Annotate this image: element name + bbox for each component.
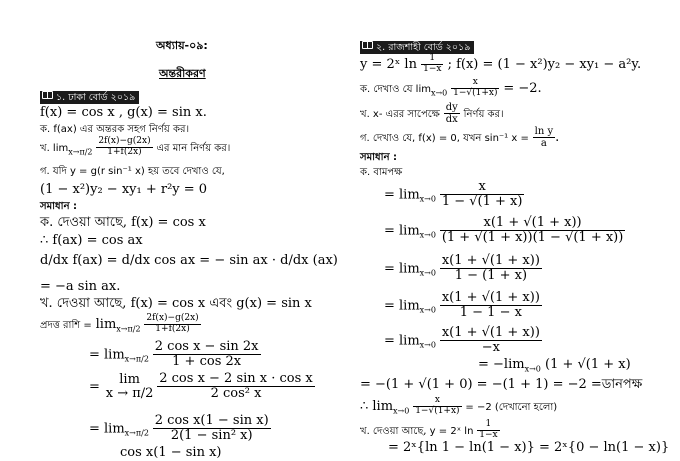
kha-step-3: = lim x → π/2 $\frac{\text{2 cos x − 2 sin x · cos x}}{\text{2 cos² x}}$ — [89, 371, 313, 402]
ka-step-1: ক. দেওয়া আছে, f(x) = cos x — [40, 215, 206, 230]
ka-conclusion: ∴ $\lim_{x\to 0}$ $\frac{x}{1-√(1+x)}$ = −2 (দেখানো হলো) — [360, 395, 558, 416]
ka-step-4: = −a sin ax. — [40, 279, 121, 294]
given-y: y = 2ˣ ln $\frac{1}{1-x}$ ; f(x) = (1 − x²)y₂ − xy₁ − a²y. — [360, 53, 642, 74]
kha-step-2: = $\lim_{x\to\pi/2}$ $\frac{\text{2 cos x − sin 2x}}{1 + \cos 2x}$ — [89, 339, 259, 370]
question-kha: খ. $\lim_{x\to\pi/2}$ $\frac{2f(x)-g(2x)}{1+f(2x)}$ এর মান নির্ণয় কর। — [40, 136, 231, 157]
solution-label: সমাধান : — [40, 201, 78, 212]
question-ka: ক. দেখাও যে $\lim_{x\to 0}$ $\frac{x}{1-√(1+x)}$ = −2. — [360, 77, 542, 98]
ka-step-2: = $\lim_{x\to 0}$ $\frac{x(1 + √(1 + x))}{(1 + √(1 + x))(1 - √(1 + x))}$ — [384, 215, 624, 246]
kha-step-4: = $\lim_{x\to\pi/2}$ $\frac{\text{2 cos x(1 − sin x)}}{\text{2(1 − sin² x)}}$ — [89, 413, 269, 444]
book-icon — [42, 91, 53, 99]
ka-step-2: ∴ f(ax) = cos ax — [40, 233, 143, 248]
question-ga: গ. দেখাও যে, f(x) = 0, যখন sin⁻¹ x = $\frac{\text{ln y}}{a}$ . — [360, 126, 560, 149]
ka-step-7: = −(1 + √(1 + 0) = −(1 + 1) = −2 =ডানপক্ষ — [360, 377, 643, 392]
ka-step-3: d/dx f(ax) = d/dx cos ax = − sin ax · d/dx (ax) — [40, 253, 338, 268]
ka-step-3: = $\lim_{x\to 0}$ $\frac{x(1 + √(1 + x))}{1 - (1 + x)}$ — [384, 253, 540, 284]
question-ka: ক. f(ax) এর অন্তরক সহগ নির্ণয় কর। — [40, 124, 190, 135]
ka-lhs-label: ক. বামপক্ষ — [360, 167, 403, 178]
question-ga: গ. যদি y = g(r sin⁻¹ x) হয় তবে দেখাও যে, — [40, 166, 225, 177]
question-kha: খ. x- এরর সাপেক্ষে $\frac{dy}{dx}$ নির্ণয় কর। — [360, 102, 504, 125]
kha-given: খ. দেওয়া আছে, y = 2ˣ ln $\frac{1}{1-x}$ — [360, 419, 498, 440]
book-icon — [362, 41, 373, 49]
kha-step-1: প্রদত্ত রাশি = $\lim_{x\to\pi/2}$ $\frac{2f(x)-g(2x)}{1+f(2x)}$ — [40, 313, 199, 334]
chapter-title: অধ্যায়-০৯: — [156, 39, 208, 52]
question-ga-equation: (1 − x²)y₂ − xy₁ + r²y = 0 — [40, 182, 208, 197]
board-badge-rajshahi: ২. রাজশাহী বোর্ড ২০১৯ — [360, 40, 474, 54]
kha-given: খ. দেওয়া আছে, f(x) = cos x এবং g(x) = sin x — [40, 296, 312, 311]
solution-label: সমাধান : — [360, 152, 398, 163]
chapter-subtitle: অন্তরীকরণ — [159, 67, 206, 80]
kha-step-5: cos x(1 − sin x) — [120, 445, 222, 460]
board-badge-dhaka: ১. ঢাকা বোর্ড ২০১৯ — [40, 90, 139, 104]
kha-step-1: = 2ˣ{ln 1 − ln(1 − x)} = 2ˣ{0 − ln(1 − x)} — [388, 440, 670, 455]
ka-step-1: = $\lim_{x\to 0}$ $\frac{x}{1 - √(1 + x)}$ — [384, 179, 523, 210]
given-functions: f(x) = cos x , g(x) = sin x. — [40, 105, 207, 120]
ka-step-6: = $-\lim_{x\to 0}$ (1 + √(1 + x) — [478, 357, 631, 374]
ka-step-4: = $\lim_{x\to 0}$ $\frac{x(1 + √(1 + x))}{1 - 1 - x}$ — [384, 290, 540, 321]
ka-step-5: = $\lim_{x\to 0}$ $\frac{x(1 + √(1 + x))}{-x}$ — [384, 325, 540, 356]
